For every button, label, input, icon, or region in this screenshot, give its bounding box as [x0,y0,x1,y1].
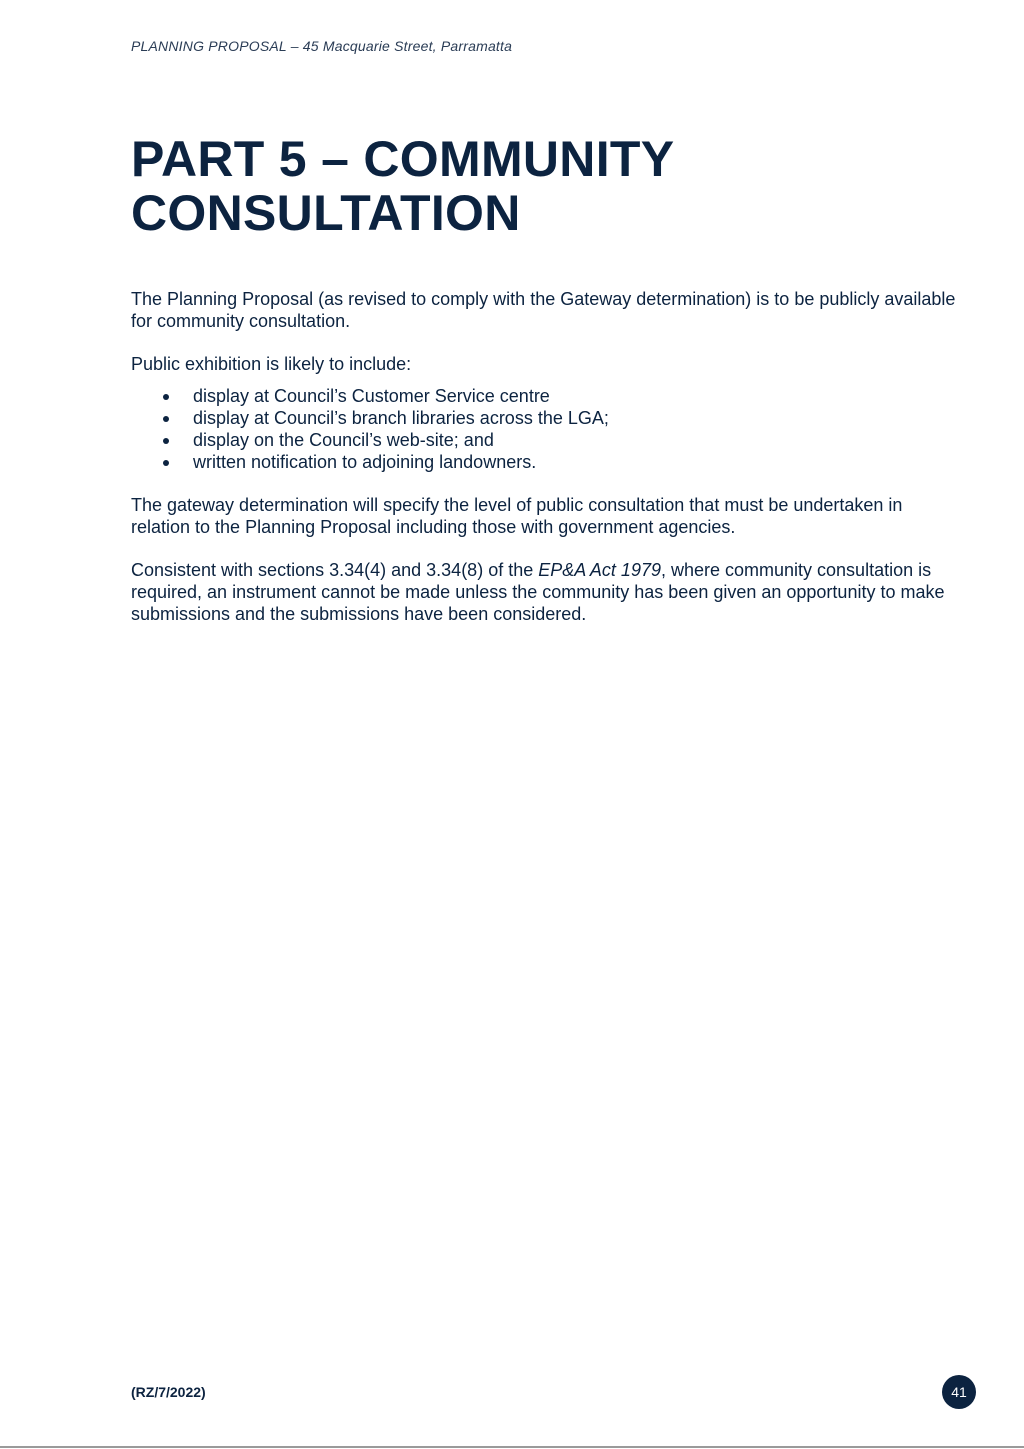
consistency-paragraph [131,559,961,625]
document-reference: (RZ/7/2022) [131,1384,206,1400]
bullet-icon [163,438,169,444]
consistency-text-end: , where community consultation is required, an instrument cannot be made unless the community has been given an opportunity to make submissions and the submissions have been considered. [131,560,945,624]
consistency-text-start: Consistent with sections 3.34(4) and 3.34(8) of the [131,560,539,580]
list-item-text: display at Council’s branch libraries across the LGA; [193,408,609,428]
body-content [131,288,961,646]
page-number-badge: 41 [942,1375,976,1409]
exhibition-intro: Public exhibition is likely to include: [131,354,412,374]
list-item-text: written notification to adjoining landowners. [193,452,537,472]
gateway-paragraph: The gateway determination will specify the level of public consultation that must be undertaken in relation to the Planning Proposal including those with government agencies. [131,495,903,537]
list-item [131,451,961,473]
list-item-text: display on the Council’s web-site; and [193,430,494,450]
page-title-line-2: CONSULTATION [131,185,521,241]
list-item-text: display at Council’s Customer Service centre [193,386,550,406]
page-bottom-edge [0,1446,1024,1448]
bullet-icon [163,416,169,422]
list-item [131,407,961,429]
running-header: PLANNING PROPOSAL – 45 Macquarie Street, Parramatta [131,38,513,54]
list-item [131,385,961,407]
page-title [131,132,674,240]
exhibition-list [131,385,961,473]
bullet-icon [163,460,169,466]
list-item [131,429,961,451]
intro-paragraph: The Planning Proposal (as revised to comply with the Gateway determination) is to be publicly available for community consultation. [131,289,956,331]
page-title-line-1: PART 5 – COMMUNITY [131,131,675,187]
act-name: EP&A Act 1979 [538,560,661,580]
bullet-icon [163,394,169,400]
